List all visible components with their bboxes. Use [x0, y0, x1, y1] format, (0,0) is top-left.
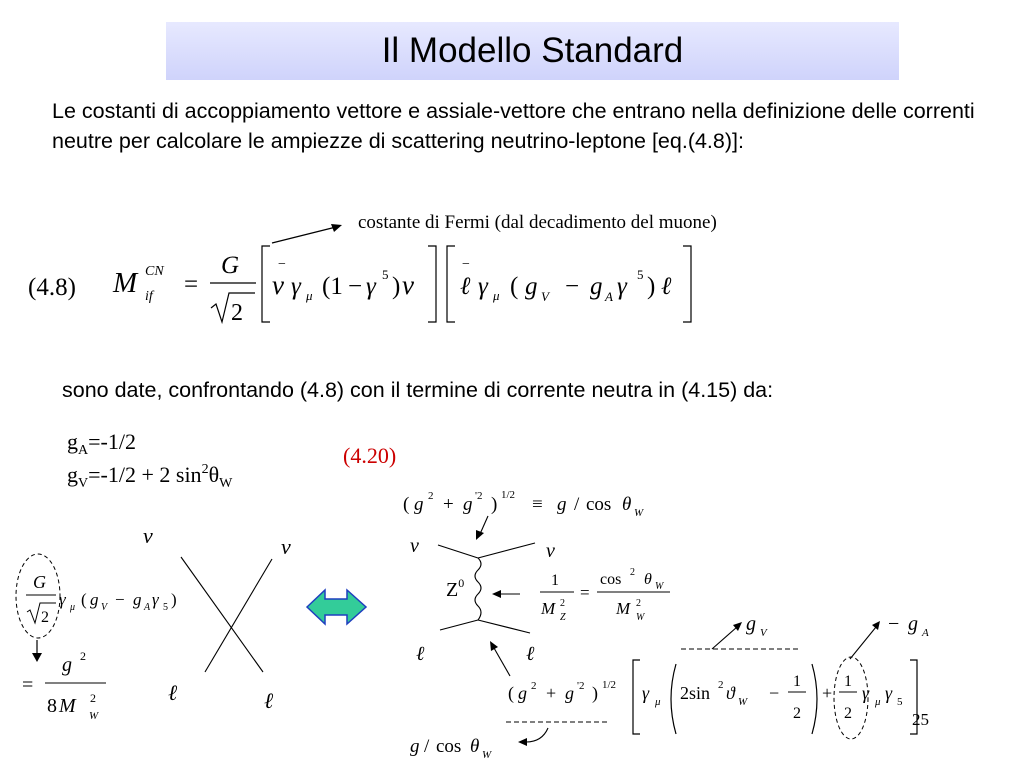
svg-text:1/2: 1/2 — [501, 489, 516, 501]
svg-text:ϑ: ϑ — [726, 683, 735, 703]
svg-text:V: V — [101, 602, 108, 613]
svg-text:−: − — [769, 683, 780, 703]
eq-label-4-20: (4.20) — [343, 443, 397, 468]
svg-text:): ) — [171, 590, 177, 609]
svg-text:−: − — [565, 273, 580, 300]
svg-text:1: 1 — [793, 673, 801, 690]
svg-text:(1: (1 — [322, 273, 343, 300]
svg-text:θ: θ — [470, 736, 480, 757]
svg-text:(: ( — [508, 683, 514, 703]
svg-text:if: if — [145, 289, 153, 304]
svg-text:μ: μ — [493, 288, 500, 303]
svg-text:5: 5 — [163, 602, 168, 613]
svg-text:): ) — [392, 273, 401, 300]
svg-text:2: 2 — [793, 705, 801, 722]
svg-text:'2: '2 — [577, 680, 585, 692]
svg-text:): ) — [647, 273, 656, 300]
svg-text:M: M — [113, 267, 138, 299]
svg-text:/: / — [424, 736, 430, 757]
gv-line: $g_V=-1/2 + 2$ $\sin^2\theta_W$ — [67, 462, 233, 491]
svg-text:ℓ: ℓ — [416, 643, 425, 665]
svg-text:G: G — [221, 252, 240, 279]
svg-text:ℓ: ℓ — [168, 680, 178, 705]
svg-text:g: g — [463, 494, 473, 515]
svg-text:2: 2 — [531, 680, 537, 692]
svg-text:=: = — [580, 583, 590, 602]
svg-text:G: G — [33, 572, 46, 592]
svg-text:2: 2 — [80, 649, 86, 663]
svg-text:θ: θ — [644, 571, 652, 588]
svg-text:μ: μ — [306, 288, 313, 303]
svg-text:5: 5 — [897, 696, 903, 708]
svg-text:(: ( — [403, 494, 410, 515]
contact-vertex-diagram — [16, 523, 291, 722]
svg-text:ν: ν — [546, 540, 555, 562]
intro-paragraph: Le costanti di accoppiamento vettore e assiale-vettore che entrano nella definizione delle correnti neutre per calcolare le ampiezze di scattering neutrino-leptone [eq.(4.8)]: — [52, 99, 975, 153]
svg-text:μ: μ — [655, 696, 661, 708]
svg-text:−: − — [888, 613, 900, 635]
svg-text:g: g — [525, 273, 538, 300]
svg-text:W: W — [636, 612, 645, 623]
svg-text:2sin: 2sin — [680, 683, 711, 703]
svg-text:): ) — [491, 494, 498, 515]
svg-text:8: 8 — [47, 695, 57, 717]
svg-text:Z: Z — [560, 612, 566, 623]
svg-text:g: g — [590, 273, 603, 300]
svg-text:g: g — [565, 683, 574, 703]
svg-text:2: 2 — [636, 598, 641, 609]
svg-text:2: 2 — [428, 490, 434, 502]
svg-text:): ) — [592, 683, 598, 703]
svg-text:ν: ν — [410, 535, 419, 557]
page-number: 25 — [912, 710, 929, 729]
svg-text:ℓ: ℓ — [460, 273, 471, 300]
svg-text:γ: γ — [617, 273, 627, 300]
svg-text:γ: γ — [152, 590, 159, 609]
svg-text:cos: cos — [600, 571, 622, 588]
svg-text:ℓ: ℓ — [264, 688, 274, 713]
svg-text:g: g — [62, 654, 72, 676]
svg-text:2: 2 — [41, 609, 49, 626]
svg-text:μ: μ — [875, 696, 881, 708]
svg-text:g: g — [746, 613, 756, 635]
svg-text:−: − — [462, 257, 470, 272]
svg-text:γ: γ — [885, 683, 893, 703]
svg-text:1: 1 — [844, 673, 852, 690]
svg-text:Z0: $Z^0$ — [446, 576, 465, 601]
svg-text:2: 2 — [718, 679, 724, 691]
svg-text:+: + — [546, 683, 557, 703]
svg-text:μ: μ — [70, 602, 76, 613]
svg-text:(: ( — [510, 273, 519, 300]
svg-text:−: − — [278, 257, 286, 272]
svg-text:g: g — [414, 494, 424, 515]
ga-line: $g_A=-1/2$ — [67, 429, 136, 458]
svg-text:5: 5 — [382, 267, 389, 282]
svg-text:=: = — [184, 271, 199, 298]
svg-text:g: g — [557, 494, 567, 515]
svg-text:W: W — [738, 696, 748, 708]
svg-text:2: 2 — [630, 567, 635, 578]
svg-text:−: − — [348, 273, 363, 300]
page-title: Il Modello Standard — [381, 31, 684, 70]
z-exchange-diagram — [410, 535, 670, 676]
svg-text:θ: θ — [622, 494, 632, 515]
svg-text:'2: '2 — [475, 490, 483, 502]
svg-text:γ: γ — [862, 683, 870, 703]
svg-text:γ: γ — [366, 273, 376, 300]
svg-text:ν: ν — [143, 523, 153, 548]
svg-text:g: g — [90, 590, 99, 609]
svg-text:A: A — [605, 289, 613, 304]
svg-text:g: g — [133, 590, 142, 609]
gv-ga-annotations — [681, 613, 929, 659]
svg-text:γ: γ — [59, 590, 66, 609]
svg-text:cos: cos — [586, 494, 612, 515]
svg-text:+: + — [822, 683, 833, 703]
svg-text:ν: ν — [402, 270, 414, 300]
eq-label-4-8: (4.8) — [28, 274, 76, 301]
neutral-current-vertex — [410, 657, 917, 761]
svg-text:g: g — [908, 613, 918, 635]
svg-text:−: − — [115, 590, 125, 609]
svg-text:CN: CN — [145, 264, 164, 279]
svg-text:≡: ≡ — [532, 494, 543, 515]
svg-text:V: V — [541, 289, 549, 304]
svg-text:γ: γ — [478, 273, 488, 300]
coupling-identity — [403, 489, 644, 540]
svg-text:W: W — [634, 507, 644, 519]
pointer-arrow-icon — [272, 224, 342, 243]
svg-text:M: M — [59, 695, 76, 717]
svg-text:2: 2 — [231, 300, 243, 326]
svg-text:V: V — [760, 627, 767, 639]
equation-4-8 — [112, 246, 691, 326]
fermi-note: costante di Fermi (dal decadimento del muone) — [358, 212, 717, 233]
svg-text:W: W — [89, 710, 99, 722]
svg-text:5: 5 — [637, 267, 644, 282]
svg-text:=: = — [22, 674, 34, 696]
svg-text:A: A — [922, 627, 929, 639]
svg-text:W: W — [482, 749, 492, 761]
svg-text:1: 1 — [551, 572, 559, 589]
svg-text:ν: ν — [281, 534, 291, 559]
svg-text:g: g — [410, 736, 420, 757]
svg-text:γ: γ — [642, 683, 650, 703]
svg-text:+: + — [443, 494, 454, 515]
svg-text:γ: γ — [291, 273, 301, 300]
svg-text:(: ( — [81, 590, 87, 609]
svg-text:M: M — [541, 599, 556, 618]
svg-text:2: 2 — [844, 705, 852, 722]
svg-text:ℓ: ℓ — [526, 643, 535, 665]
svg-text:ν: ν — [272, 270, 284, 300]
svg-text:2: 2 — [90, 691, 96, 705]
svg-text:1/2: 1/2 — [602, 679, 617, 691]
svg-text:A: A — [144, 602, 151, 613]
double-headed-arrow-icon — [307, 590, 366, 624]
comparison-sentence: sono date, confrontando (4.8) con il termine di corrente neutra in (4.15) da: — [62, 378, 774, 402]
svg-text:ℓ: ℓ — [661, 273, 672, 300]
svg-text:g: g — [518, 683, 527, 703]
svg-text:2: 2 — [560, 598, 565, 609]
svg-text:M: M — [616, 599, 631, 618]
svg-text:W: W — [655, 581, 664, 592]
svg-text:cos: cos — [436, 736, 462, 757]
svg-text:/: / — [574, 494, 580, 515]
